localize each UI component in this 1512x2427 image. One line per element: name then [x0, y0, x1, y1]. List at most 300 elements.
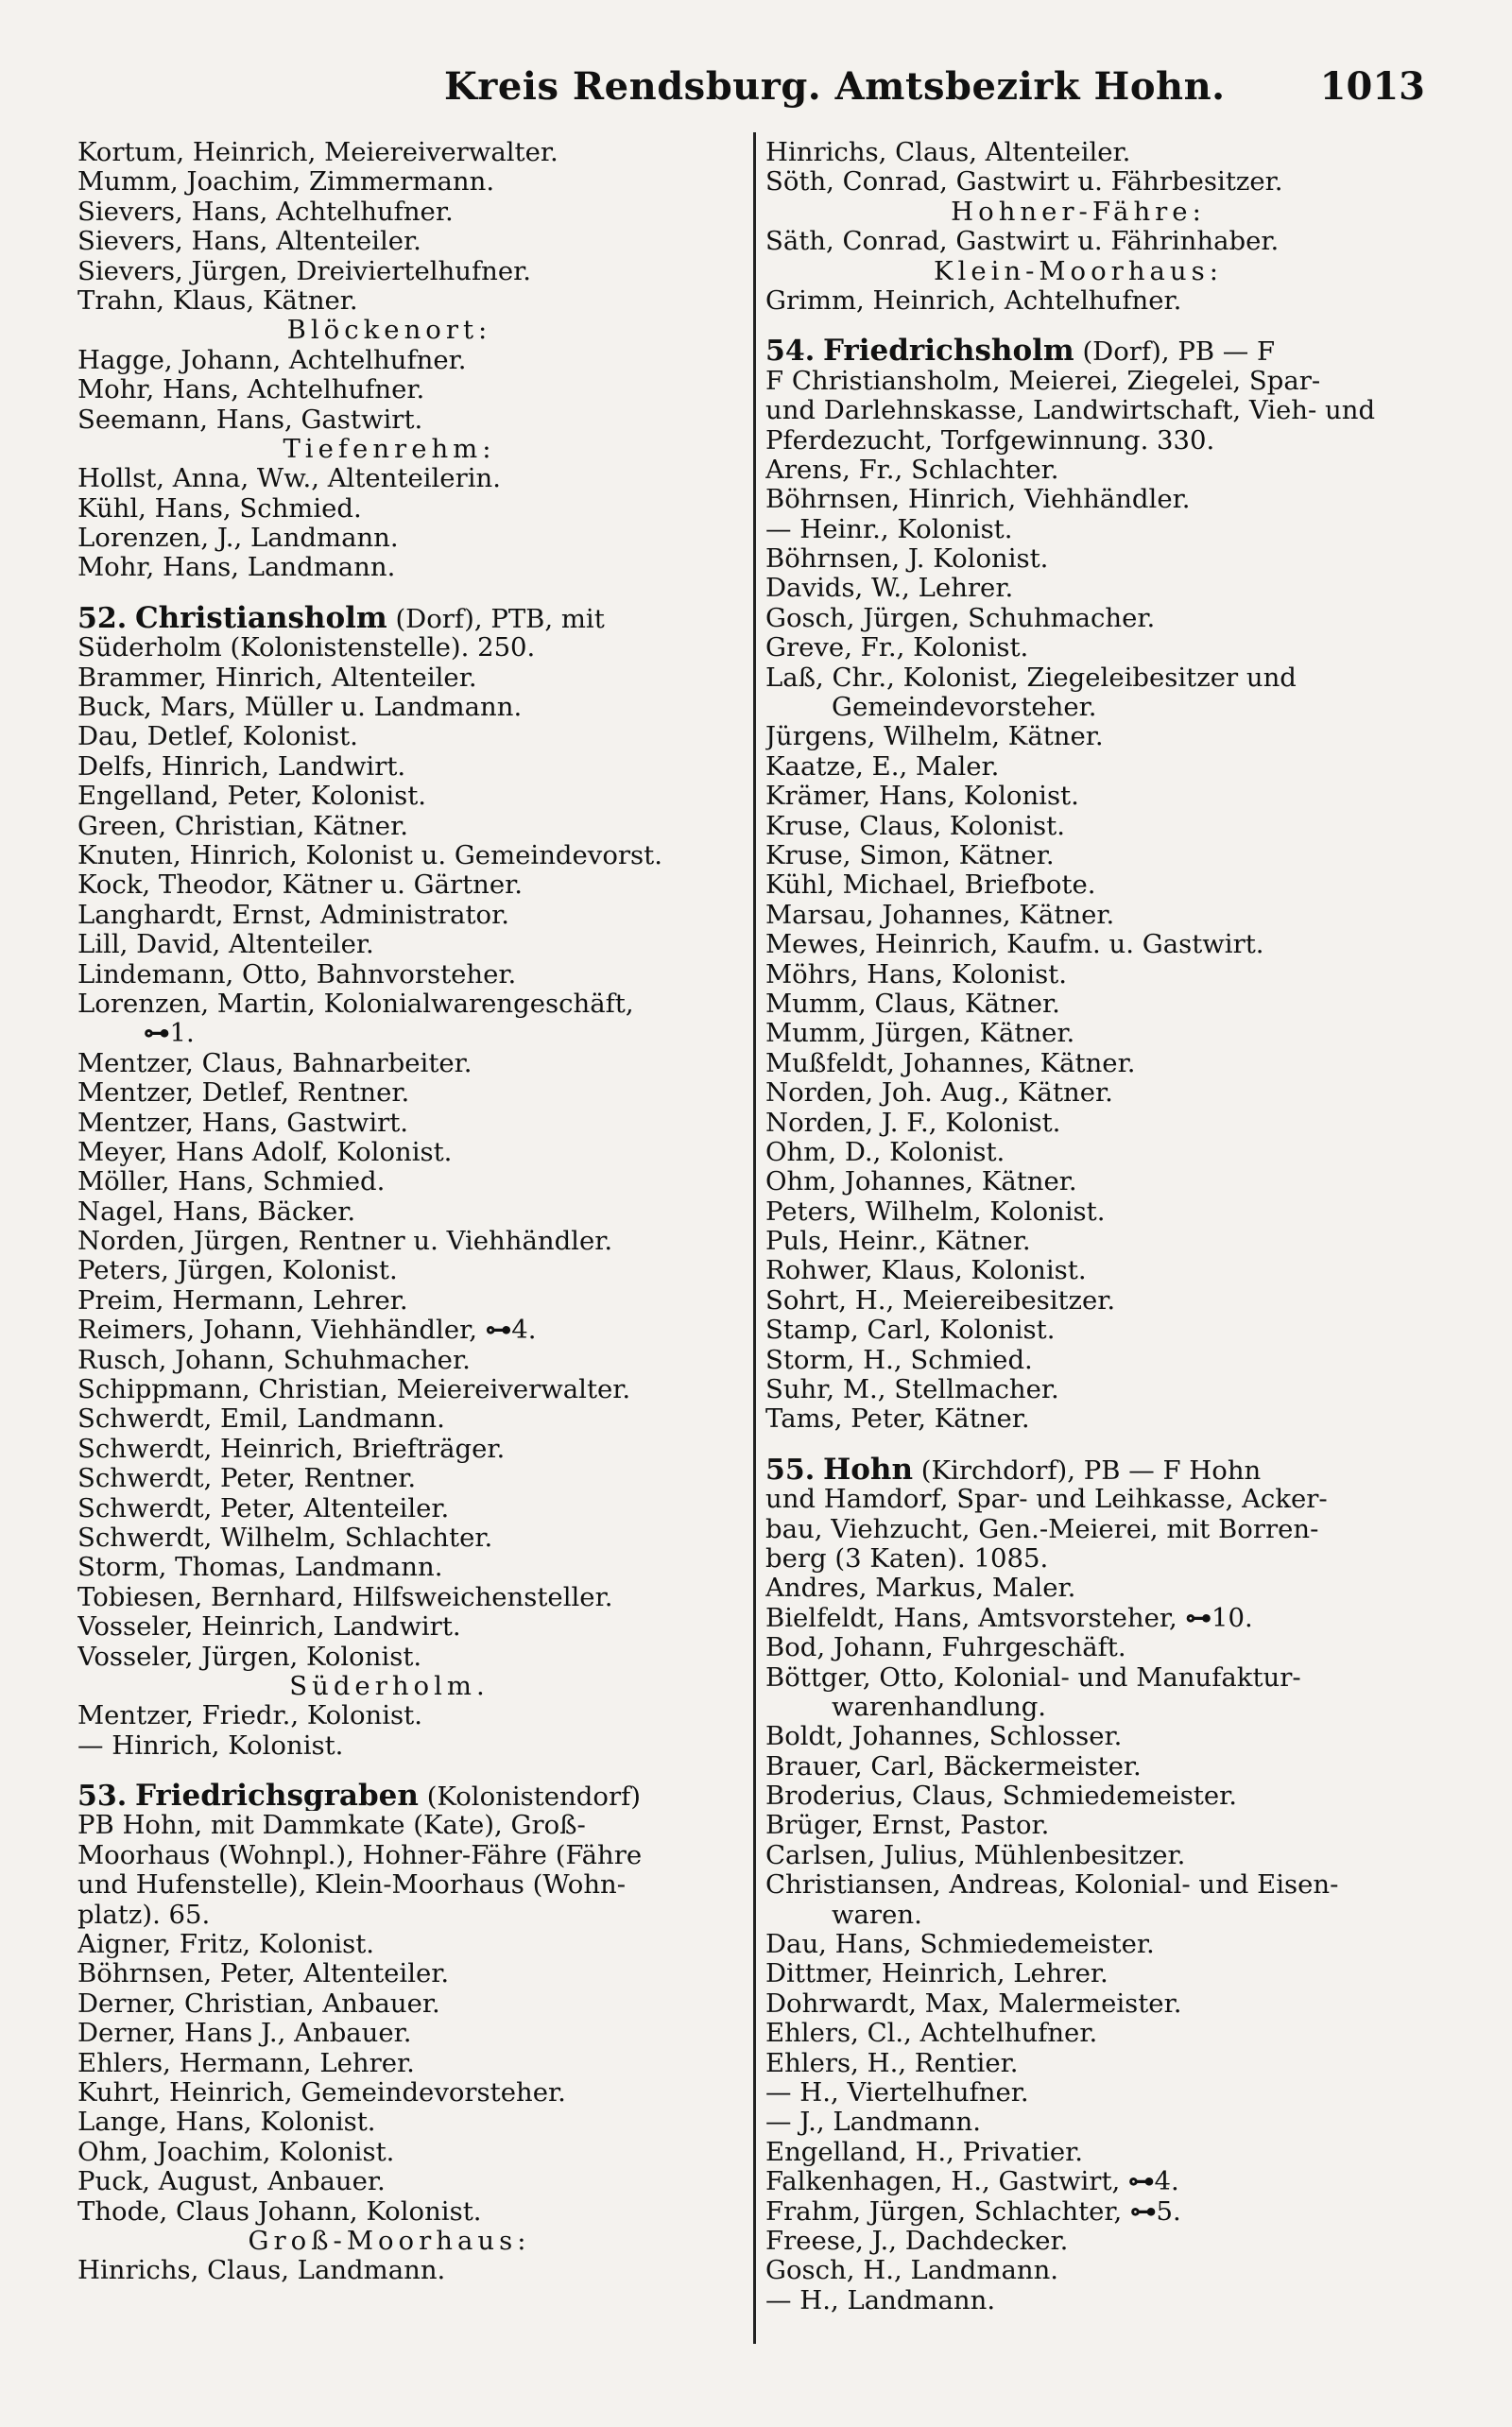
entry-text: Norden, Jürgen, Rentner u. Viehhändler.: [77, 1227, 613, 1257]
entry-text: und Hufenstelle), Klein-Moorhaus (Wohn-: [77, 1870, 627, 1901]
entry-text: Vosseler, Heinrich, Landwirt.: [77, 1612, 461, 1643]
entry-text: Säth, Conrad, Gastwirt u. Fährinhaber.: [765, 227, 1280, 257]
entry-text: Storm, H., Schmied.: [765, 1345, 1033, 1375]
locomotive-icon: ⊶: [1128, 2167, 1155, 2197]
directory-entry: [77, 1989, 739, 2019]
entry-text: Rohwer, Klaus, Kolonist.: [765, 1256, 1087, 1286]
phone-number: 4.: [1154, 2167, 1179, 2197]
directory-entry: [765, 2078, 1429, 2108]
directory-entry: [77, 1197, 739, 1227]
directory-entry: [765, 1346, 1429, 1375]
directory-entry: [765, 960, 1429, 990]
directory-entry: [77, 1138, 739, 1167]
section-number: 55.: [765, 1454, 816, 1486]
section-details: (Dorf), PB — F: [1082, 336, 1276, 367]
entry-text: Meyer, Hans Adolf, Kolonist.: [77, 1137, 453, 1167]
directory-entry: [77, 782, 739, 811]
entry-text: Bielfeldt, Hans, Amtsvorsteher,: [765, 1603, 1177, 1633]
page-header: [0, 64, 1512, 115]
entry-text: Derner, Christian, Anbauer.: [77, 1988, 440, 2019]
directory-entry: [765, 1633, 1429, 1662]
entry-text: Engelland, H., Privatier.: [765, 2137, 1084, 2167]
directory-entry: [765, 930, 1429, 959]
entry-text: Lindemann, Otto, Bahnvorsteher.: [77, 959, 517, 990]
section-heading: [765, 1455, 1429, 1485]
entry-text: Mewes, Heinrich, Kaufm. u. Gastwirt.: [765, 930, 1264, 960]
directory-entry: [765, 1109, 1429, 1138]
directory-entry: [77, 990, 739, 1019]
directory-entry: [77, 841, 739, 870]
entry-text: F Christiansholm, Meierei, Ziegelei, Spar-: [765, 366, 1321, 396]
directory-entry: [77, 227, 739, 256]
directory-entry: [77, 1404, 739, 1434]
locality-subheading: [765, 257, 1429, 286]
section-number: 53.: [77, 1782, 128, 1812]
entry-text: Reimers, Johann, Viehhändler,: [77, 1316, 477, 1346]
directory-entry: [765, 1197, 1429, 1227]
directory-entry: [77, 1049, 739, 1078]
entry-text: Mentzer, Hans, Gastwirt.: [77, 1108, 409, 1138]
directory-entry: [765, 2227, 1429, 2256]
entry-text: Böhrnsen, Peter, Altenteiler.: [77, 1959, 450, 1989]
directory-entry: [77, 286, 739, 316]
locality-subheading: [77, 435, 739, 464]
directory-entry: [765, 1375, 1429, 1404]
entry-text: Seemann, Hans, Gastwirt.: [77, 404, 423, 435]
page-number: 1013: [1319, 64, 1425, 109]
directory-entry: [77, 693, 739, 722]
section-description: [765, 396, 1429, 425]
directory-entry: [77, 1435, 739, 1464]
entry-text: Norden, Joh. Aug., Kätner.: [765, 1078, 1113, 1109]
entry-text: Delfs, Hinrich, Landwirt.: [77, 751, 406, 782]
entry-text: Schwerdt, Emil, Landmann.: [77, 1404, 445, 1435]
entry-text: Moorhaus (Wohnpl.), Hohner-Fähre (Fähre: [77, 1840, 643, 1870]
entry-text: Mentzer, Detlef, Rentner.: [77, 1078, 410, 1109]
locality-subheading: [77, 2227, 739, 2256]
directory-entry: [765, 1049, 1429, 1078]
directory-entry: [77, 257, 739, 286]
section-number: 52.: [77, 603, 128, 634]
entry-text: Frahm, Jürgen, Schlachter,: [765, 2196, 1123, 2227]
entry-text: Kruse, Simon, Kätner.: [765, 840, 1055, 870]
entry-text: Pferdezucht, Torfgewinnung. 330.: [765, 425, 1215, 456]
right-column: [765, 138, 1429, 2315]
directory-entry: [77, 1167, 739, 1196]
entry-text: Mußfeldt, Johannes, Kätner.: [765, 1048, 1136, 1078]
locomotive-icon: ⊶: [144, 1019, 170, 1049]
entry-text: Grimm, Heinrich, Achtelhufner.: [765, 285, 1182, 316]
directory-entry: [765, 1256, 1429, 1285]
directory-entry: [77, 1078, 739, 1108]
directory-entry: [77, 1553, 739, 1582]
locomotive-icon: ⊶: [485, 1316, 512, 1346]
directory-entry: [77, 960, 739, 990]
entry-text: Buck, Mars, Müller u. Landmann.: [77, 693, 523, 723]
directory-entry: [765, 1604, 1429, 1633]
entry-text: Süderholm.: [289, 1671, 490, 1701]
entry-text: Schwerdt, Peter, Altenteiler.: [77, 1493, 450, 1523]
directory-entry: [765, 2256, 1429, 2285]
page-title: Kreis Rendsburg. Amtsbezirk Hohn.: [444, 64, 1226, 109]
column-divider: [753, 132, 756, 2344]
entry-text: Ehlers, H., Rentier.: [765, 2048, 1019, 2078]
entry-text: Boldt, Johannes, Schlosser.: [765, 1722, 1123, 1752]
left-column: [77, 138, 739, 2286]
entry-text: Aigner, Fritz, Kolonist.: [77, 1930, 375, 1960]
entry-continuation: [765, 693, 1429, 722]
section-name: Friedrichsgraben: [134, 1782, 419, 1812]
directory-entry: [765, 990, 1429, 1019]
directory-entry: [77, 405, 739, 435]
entry-text: Lill, David, Altenteiler.: [77, 930, 374, 960]
section-description: [765, 1515, 1429, 1544]
directory-entry: [77, 2049, 739, 2078]
directory-entry: [765, 1138, 1429, 1167]
entry-text: Brauer, Carl, Bäckermeister.: [765, 1751, 1142, 1782]
entry-text: Schwerdt, Peter, Rentner.: [77, 1464, 417, 1494]
section-description: [77, 633, 739, 663]
directory-entry: [765, 1722, 1429, 1751]
entry-text: Hollst, Anna, Ww., Altenteilerin.: [77, 464, 501, 494]
entry-text: Kortum, Heinrich, Meiereiverwalter.: [77, 138, 558, 167]
directory-entry: [765, 1167, 1429, 1196]
entry-continuation: [765, 1901, 1429, 1930]
entry-text: und Darlehnskasse, Landwirtschaft, Vieh- und: [765, 396, 1376, 426]
directory-entry: [765, 722, 1429, 751]
phone-number: 5.: [1156, 2196, 1181, 2227]
directory-entry: [765, 1752, 1429, 1782]
directory-entry: [765, 752, 1429, 782]
entry-text: Klein-Moorhaus:: [933, 256, 1224, 286]
directory-entry: [765, 1404, 1429, 1434]
entry-text: Böttger, Otto, Kolonial- und Manufaktur-: [765, 1662, 1301, 1693]
entry-text: Bod, Johann, Fuhrgeschäft.: [765, 1633, 1126, 1663]
directory-entry: [77, 1701, 739, 1730]
phone-number: 4.: [511, 1316, 537, 1346]
entry-text: Kühl, Hans, Schmied.: [77, 493, 362, 524]
entry-text: — H., Landmann.: [765, 2285, 996, 2315]
entry-text: Mumm, Claus, Kätner.: [765, 989, 1060, 1019]
directory-entry: [77, 524, 739, 553]
entry-text: Green, Christian, Kätner.: [77, 811, 408, 841]
entry-text: PB Hohn, mit Dammkate (Kate), Groß-: [77, 1811, 586, 1841]
entry-text: Jürgens, Wilhelm, Kätner.: [765, 722, 1104, 752]
directory-entry: [765, 2197, 1429, 2227]
entry-text: Thode, Claus Johann, Kolonist.: [77, 2196, 482, 2227]
entry-text: Dittmer, Heinrich, Lehrer.: [765, 1959, 1108, 1989]
entry-text: Schippmann, Christian, Meiereiverwalter.: [77, 1375, 631, 1405]
entry-text: Ehlers, Cl., Achtelhufner.: [765, 2019, 1098, 2049]
entry-text: Kaatze, E., Maler.: [765, 751, 1000, 782]
directory-entry: [77, 2019, 739, 2048]
directory-entry: [765, 604, 1429, 633]
entry-text: Peters, Wilhelm, Kolonist.: [765, 1196, 1106, 1227]
entry-text: Mumm, Jürgen, Kätner.: [765, 1019, 1075, 1049]
section-description: [77, 1811, 739, 1840]
directory-entry: [765, 286, 1429, 316]
directory-entry: [765, 1019, 1429, 1048]
entry-text: berg (3 Katen). 1085.: [765, 1543, 1049, 1574]
entry-text: Dohrwardt, Max, Malermeister.: [765, 1988, 1182, 2019]
directory-entry: [765, 1930, 1429, 1959]
entry-text: Blöckenort:: [286, 316, 492, 346]
directory-entry: [77, 1256, 739, 1285]
directory-entry: [77, 1930, 739, 1959]
entry-text: Sohrt, H., Meiereibesitzer.: [765, 1285, 1116, 1316]
directory-entry: [77, 1959, 739, 1988]
entry-text: Freese, J., Dachdecker.: [765, 2226, 1069, 2256]
directory-entry: [765, 782, 1429, 811]
directory-entry: [765, 1989, 1429, 2019]
directory-entry: [765, 515, 1429, 544]
entry-text: Derner, Hans J., Anbauer.: [77, 2019, 412, 2049]
section-heading: [77, 1782, 739, 1811]
directory-entry: [77, 2078, 739, 2108]
directory-entry: [765, 1811, 1429, 1840]
entry-text: Peters, Jürgen, Kolonist.: [77, 1256, 398, 1286]
locomotive-icon: ⊶: [1185, 1603, 1212, 1633]
entry-text: Norden, J. F., Kolonist.: [765, 1108, 1061, 1138]
directory-entry: [77, 1731, 739, 1761]
entry-text: Möller, Hans, Schmied.: [77, 1167, 386, 1197]
entry-text: Stamp, Carl, Kolonist.: [765, 1316, 1056, 1346]
entry-text: Andres, Markus, Maler.: [765, 1574, 1076, 1604]
entry-text: Tobiesen, Bernhard, Hilfsweichensteller.: [77, 1582, 613, 1612]
directory-entry: [77, 138, 739, 167]
section-description: [77, 1901, 739, 1930]
directory-entry: [77, 812, 739, 841]
entry-text: Mohr, Hans, Achtelhufner.: [77, 375, 425, 405]
directory-entry: [77, 1227, 739, 1256]
entry-text: Laß, Chr., Kolonist, Ziegeleibesitzer und: [765, 663, 1297, 693]
section-number: 54.: [765, 336, 816, 367]
directory-entry: [77, 1583, 739, 1612]
directory-entry: [77, 2256, 739, 2285]
entry-text: Brüger, Ernst, Pastor.: [765, 1811, 1050, 1841]
entry-text: Lorenzen, J., Landmann.: [77, 524, 399, 554]
entry-text: — H., Viertelhufner.: [765, 2078, 1029, 2108]
directory-entry: [765, 2167, 1429, 2196]
directory-entry: [765, 2049, 1429, 2078]
directory-entry: [765, 633, 1429, 663]
directory-entry: [765, 2138, 1429, 2167]
directory-entry: [765, 812, 1429, 841]
entry-continuation: [765, 1693, 1429, 1722]
section-description: [765, 1485, 1429, 1514]
entry-text: Gemeindevorsteher.: [832, 693, 1097, 723]
directory-entry: [77, 2108, 739, 2137]
directory-entry: [765, 1286, 1429, 1316]
directory-entry: [77, 1523, 739, 1553]
locality-subheading: [77, 316, 739, 345]
directory-entry: [77, 1643, 739, 1672]
entry-text: Lorenzen, Martin, Kolonialwarengeschäft,: [77, 989, 634, 1019]
entry-text: Hinrichs, Claus, Altenteiler.: [765, 138, 1131, 167]
entry-text: Broderius, Claus, Schmiedemeister.: [765, 1782, 1238, 1812]
section-details: (Kirchdorf), PB — F Hohn: [920, 1454, 1262, 1486]
directory-entry: [765, 544, 1429, 574]
entry-text: Böhrnsen, Hinrich, Viehhändler.: [765, 485, 1191, 515]
directory-entry: [77, 1109, 739, 1138]
entry-text: Söth, Conrad, Gastwirt u. Fährbesitzer.: [765, 167, 1283, 198]
directory-entry: [765, 2286, 1429, 2315]
section-name: Christiansholm: [134, 603, 387, 634]
directory-entry: [765, 1870, 1429, 1900]
entry-text: Sievers, Hans, Achtelhufner.: [77, 197, 454, 227]
entry-text: — Hinrich, Kolonist.: [77, 1730, 344, 1761]
entry-text: Hagge, Johann, Achtelhufner.: [77, 345, 467, 375]
directory-entry: [765, 1227, 1429, 1256]
directory-entry: [765, 1782, 1429, 1811]
entry-text: Kruse, Claus, Kolonist.: [765, 811, 1065, 841]
directory-entry: [765, 1316, 1429, 1345]
entry-text: Nagel, Hans, Bäcker.: [77, 1196, 356, 1227]
directory-entry: [765, 227, 1429, 256]
entry-text: 1.: [169, 1019, 195, 1049]
locality-subheading: [765, 198, 1429, 227]
directory-entry: [77, 346, 739, 375]
entry-text: Ohm, Joachim, Kolonist.: [77, 2137, 395, 2167]
directory-entry: [765, 663, 1429, 693]
entry-text: Christiansen, Andreas, Kolonial- und Eisen-: [765, 1870, 1339, 1901]
entry-text: Rusch, Johann, Schuhmacher.: [77, 1345, 471, 1375]
entry-text: bau, Viehzucht, Gen.-Meierei, mit Borren-: [765, 1514, 1319, 1544]
entry-text: Marsau, Johannes, Kätner.: [765, 900, 1115, 930]
entry-text: Möhrs, Hans, Kolonist.: [765, 959, 1067, 990]
directory-entry: [77, 2197, 739, 2227]
directory-entry: [765, 2019, 1429, 2048]
directory-entry: [77, 663, 739, 693]
section-gap: [77, 1761, 739, 1782]
entry-text: Vosseler, Jürgen, Kolonist.: [77, 1642, 422, 1672]
directory-entry: [77, 1346, 739, 1375]
entry-text: Brammer, Hinrich, Altenteiler.: [77, 663, 477, 693]
directory-entry: [77, 1286, 739, 1316]
entry-text: Groß-Moorhaus:: [248, 2226, 531, 2256]
directory-entry: [77, 1494, 739, 1523]
directory-entry: [77, 494, 739, 524]
entry-text: Puck, August, Anbauer.: [77, 2167, 386, 2197]
entry-text: Schwerdt, Heinrich, Briefträger.: [77, 1434, 506, 1464]
entry-text: Hohner-Fähre:: [951, 197, 1206, 227]
section-heading: [77, 604, 739, 633]
entry-text: Lange, Hans, Kolonist.: [77, 2108, 376, 2138]
section-gap: [765, 1435, 1429, 1455]
directory-entry: [77, 722, 739, 751]
directory-entry: [77, 553, 739, 582]
entry-text: Kühl, Michael, Briefbote.: [765, 870, 1096, 901]
entry-text: Falkenhagen, H., Gastwirt,: [765, 2167, 1121, 2197]
entry-text: und Hamdorf, Spar- und Leihkasse, Acker-: [765, 1485, 1328, 1515]
entry-text: Mohr, Hans, Landmann.: [77, 553, 396, 583]
section-description: [77, 1841, 739, 1870]
directory-entry: [765, 870, 1429, 900]
entry-text: Knuten, Hinrich, Kolonist u. Gemeindevorst.: [77, 840, 662, 870]
directory-entry: [765, 1574, 1429, 1603]
directory-entry: [77, 1375, 739, 1404]
directory-entry: [765, 2108, 1429, 2137]
directory-entry: [77, 1316, 739, 1345]
directory-entry: [77, 375, 739, 404]
directory-entry: [77, 167, 739, 197]
directory-entry: [765, 485, 1429, 514]
directory-entry: [77, 2138, 739, 2167]
entry-text: Sievers, Jürgen, Dreiviertelhufner.: [77, 256, 532, 286]
directory-entry: [77, 1464, 739, 1493]
directory-entry: [765, 574, 1429, 603]
entry-text: Trahn, Klaus, Kätner.: [77, 285, 358, 316]
entry-text: Ohm, D., Kolonist.: [765, 1137, 1005, 1167]
directory-entry: [765, 841, 1429, 870]
entry-text: Böhrnsen, J. Kolonist.: [765, 544, 1049, 575]
entry-text: Storm, Thomas, Landmann.: [77, 1553, 443, 1583]
directory-entry: [765, 1959, 1429, 1988]
entry-text: Ehlers, Hermann, Lehrer.: [77, 2048, 415, 2078]
section-description: [765, 426, 1429, 456]
entry-text: Dau, Detlef, Kolonist.: [77, 722, 358, 752]
directory-entry: [77, 2167, 739, 2196]
entry-text: Engelland, Peter, Kolonist.: [77, 782, 427, 812]
entry-text: Gosch, H., Landmann.: [765, 2256, 1059, 2286]
entry-text: Hinrichs, Claus, Landmann.: [77, 2256, 446, 2286]
directory-entry: [765, 1078, 1429, 1108]
entry-text: Krämer, Hans, Kolonist.: [765, 782, 1079, 812]
entry-text: Preim, Hermann, Lehrer.: [77, 1285, 408, 1316]
entry-text: Greve, Fr., Kolonist.: [765, 633, 1029, 663]
entry-text: Mentzer, Claus, Bahnarbeiter.: [77, 1048, 472, 1078]
entry-text: — J., Landmann.: [765, 2108, 981, 2138]
section-name: Hohn: [822, 1454, 913, 1486]
section-name: Friedrichsholm: [822, 336, 1074, 367]
directory-entry: [765, 456, 1429, 485]
entry-text: waren.: [832, 1900, 922, 1930]
entry-text: platz). 65.: [77, 1900, 211, 1930]
directory-entry: [77, 464, 739, 493]
section-details: (Dorf), PTB, mit: [395, 603, 605, 634]
entry-text: Suhr, M., Stellmacher.: [765, 1375, 1059, 1405]
entry-text: Gosch, Jürgen, Schuhmacher.: [765, 603, 1156, 633]
entry-continuation: [77, 1019, 739, 1048]
phone-number: 10.: [1211, 1603, 1253, 1633]
section-description: [765, 367, 1429, 396]
directory-entry: [77, 198, 739, 227]
section-description: [765, 1544, 1429, 1574]
section-heading: [765, 336, 1429, 366]
entry-text: Davids, W., Lehrer.: [765, 574, 1014, 604]
entry-text: warenhandlung.: [832, 1692, 1047, 1722]
entry-text: Mumm, Joachim, Zimmermann.: [77, 167, 495, 198]
directory-entry: [77, 1612, 739, 1642]
directory-entry: [77, 930, 739, 959]
entry-text: Schwerdt, Wilhelm, Schlachter.: [77, 1523, 493, 1553]
section-gap: [77, 583, 739, 604]
directory-entry: [765, 1841, 1429, 1870]
locomotive-icon: ⊶: [1130, 2196, 1157, 2227]
directory-entry: [765, 138, 1429, 167]
entry-text: Langhardt, Ernst, Administrator.: [77, 900, 509, 930]
directory-entry: [77, 752, 739, 782]
entry-text: Puls, Heinr., Kätner.: [765, 1227, 1031, 1257]
directory-entry: [77, 901, 739, 930]
section-description: [77, 1870, 739, 1900]
entry-text: Carlsen, Julius, Mühlenbesitzer.: [765, 1840, 1186, 1870]
locality-subheading: [77, 1672, 739, 1701]
entry-text: Mentzer, Friedr., Kolonist.: [77, 1701, 422, 1731]
entry-text: Sievers, Hans, Altenteiler.: [77, 227, 421, 257]
section-gap: [765, 316, 1429, 336]
entry-text: Tams, Peter, Kätner.: [765, 1404, 1030, 1435]
